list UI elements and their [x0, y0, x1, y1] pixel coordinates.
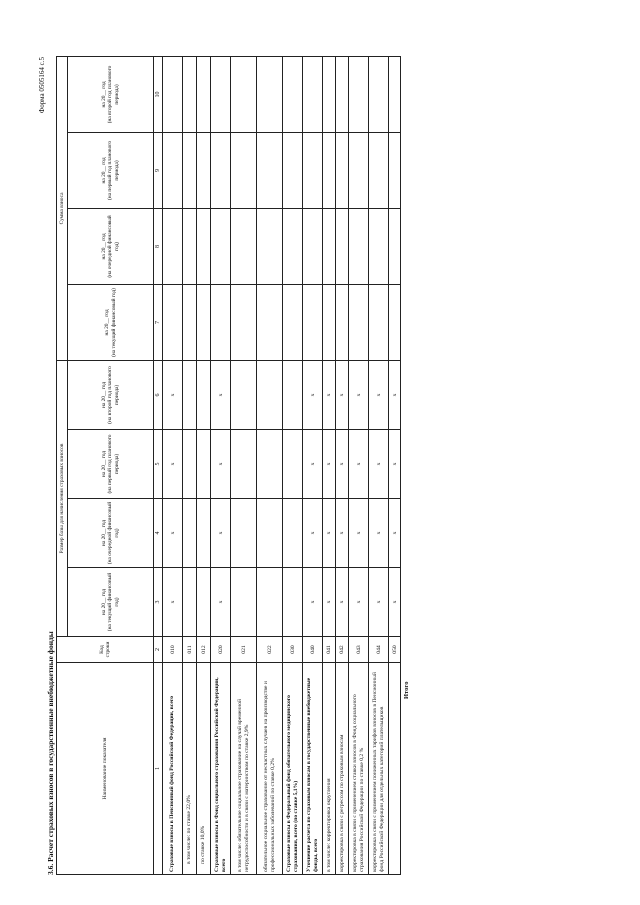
row-value: x	[369, 499, 389, 568]
row-value	[303, 56, 323, 132]
row-value	[183, 430, 197, 499]
row-value: x	[369, 430, 389, 499]
row-value	[283, 284, 303, 360]
header-period-sub: (на текущий финансовый год)	[107, 572, 120, 632]
row-code: 030	[283, 637, 303, 663]
row-code: 042	[336, 637, 349, 663]
row-value	[163, 208, 183, 284]
row-value	[183, 568, 197, 637]
column-number: 1	[154, 663, 163, 875]
row-value	[197, 56, 211, 132]
header-period-3	[68, 568, 154, 637]
row-value	[163, 284, 183, 360]
row-value	[211, 56, 231, 132]
row-value: x	[369, 360, 389, 429]
row-value: x	[303, 430, 323, 499]
header-period-sub: (на первый год планового периода)	[107, 434, 120, 494]
row-code: 012	[197, 637, 211, 663]
header-period-line: на 20__ год	[101, 381, 108, 409]
row-value: x	[349, 430, 369, 499]
row-value	[183, 499, 197, 568]
row-value: x	[211, 430, 231, 499]
row-value	[369, 132, 389, 208]
row-value	[323, 56, 336, 132]
row-name: корректировка в связи с применением ставки взносов в Фонд социального страхования Российской Федерации по ставке 0,2 %	[349, 663, 369, 875]
row-value	[323, 208, 336, 284]
header-code: Код строки	[57, 637, 154, 663]
row-value: x	[163, 360, 183, 429]
header-period-8	[68, 208, 154, 284]
row-value	[197, 284, 211, 360]
row-code: 041	[323, 637, 336, 663]
row-value	[369, 56, 389, 132]
table-row	[349, 56, 369, 874]
row-value	[183, 284, 197, 360]
header-period-line: на 20__ год	[104, 309, 111, 336]
row-value	[257, 208, 283, 284]
row-value: x	[336, 568, 349, 637]
row-value	[183, 56, 197, 132]
row-value: x	[389, 360, 401, 429]
row-value	[303, 208, 323, 284]
row-value	[389, 284, 401, 360]
header-sum-group: Сумма взноса	[57, 56, 68, 360]
row-value: x	[349, 499, 369, 568]
row-value: x	[389, 430, 401, 499]
row-value	[183, 132, 197, 208]
row-value	[349, 132, 369, 208]
header-indicator: Наименование показателя	[57, 663, 154, 875]
row-value	[323, 132, 336, 208]
row-value	[197, 499, 211, 568]
row-name: Страховые взносы в Фонд социального страхования Российской Федерации, всего	[211, 663, 231, 875]
row-code: 010	[163, 637, 183, 663]
row-name: Уточнение расчета по страховым взносам в государственные внебюджетные фонды, всего	[303, 663, 323, 875]
row-value	[183, 208, 197, 284]
row-value	[369, 284, 389, 360]
row-value	[231, 568, 257, 637]
row-value	[283, 430, 303, 499]
row-value: x	[336, 430, 349, 499]
row-code: 022	[257, 637, 283, 663]
table-row	[197, 56, 211, 874]
row-value	[283, 56, 303, 132]
row-value	[349, 284, 369, 360]
row-value	[231, 132, 257, 208]
row-value	[389, 56, 401, 132]
column-number: 7	[154, 284, 163, 360]
row-value	[389, 132, 401, 208]
row-value	[183, 360, 197, 429]
column-number: 2	[154, 637, 163, 663]
row-value	[336, 56, 349, 132]
column-number: 10	[154, 56, 163, 132]
row-name: Страховые взносы в Пенсионный фонд Российской Федерации, всего	[163, 663, 183, 875]
form-code: Форма 0505164 с.5	[38, 57, 46, 114]
row-value: x	[323, 499, 336, 568]
row-value: x	[303, 499, 323, 568]
row-value: x	[323, 568, 336, 637]
row-value	[231, 499, 257, 568]
row-name: обязательное социальное страхование от несчастных случаев на производстве и профессиональных заболеваний по ставке 0,2%	[257, 663, 283, 875]
row-value	[336, 284, 349, 360]
row-value: x	[389, 499, 401, 568]
row-value	[303, 284, 323, 360]
row-value: x	[211, 499, 231, 568]
row-value: x	[163, 568, 183, 637]
row-name: корректировка в связи с применением пониженных тарифов взносов в Пенсионный фонд Российской Федерации для отдельных категорий плательщиков	[369, 663, 389, 875]
row-code: 044	[369, 637, 389, 663]
header-period-line: на 20__ год	[101, 450, 108, 478]
row-name: корректировка в связи с регрессом по страховым взносам	[336, 663, 349, 875]
row-value	[283, 208, 303, 284]
section-title: 3.6. Расчет страховых взносов в государственные внебюджетные фонды	[46, 631, 55, 875]
row-name: в том числе: по ставке 22,0%	[183, 663, 197, 875]
column-number: 5	[154, 430, 163, 499]
row-value: x	[211, 360, 231, 429]
row-value	[231, 284, 257, 360]
row-value: x	[163, 499, 183, 568]
row-value: x	[323, 360, 336, 429]
row-value	[389, 208, 401, 284]
header-period-sub: (на текущий финансовый год)	[110, 288, 117, 357]
table-row	[257, 56, 283, 874]
row-value	[231, 430, 257, 499]
header-period-sub: (на первый год планового периода)	[107, 140, 120, 200]
row-name: в том числе: обязательное социальное страхование на случай временной нетрудоспособности и в связи с материнством по ставке 2,9%	[231, 663, 257, 875]
row-value: x	[349, 568, 369, 637]
row-value	[349, 208, 369, 284]
row-value	[283, 132, 303, 208]
row-value	[257, 499, 283, 568]
header-period-7	[68, 284, 154, 360]
row-value	[211, 208, 231, 284]
row-code: 050	[389, 637, 401, 663]
table-row	[389, 56, 401, 874]
table-row	[336, 56, 349, 874]
row-value	[197, 132, 211, 208]
row-name: в том числе: корректировка округления	[323, 663, 336, 875]
header-period-4	[68, 499, 154, 568]
total-label: Итого	[403, 681, 410, 699]
header-period-sub: (на второй год планового периода)	[107, 366, 120, 424]
row-value	[349, 56, 369, 132]
column-number: 6	[154, 360, 163, 429]
row-code: 040	[303, 637, 323, 663]
row-value	[257, 132, 283, 208]
table-row	[231, 56, 257, 874]
row-value: x	[336, 360, 349, 429]
table-row	[283, 56, 303, 874]
row-value	[163, 132, 183, 208]
table-row	[323, 56, 336, 874]
row-value: x	[369, 568, 389, 637]
row-value: x	[211, 568, 231, 637]
row-value	[336, 132, 349, 208]
row-value	[257, 360, 283, 429]
row-code: 020	[211, 637, 231, 663]
column-number: 3	[154, 568, 163, 637]
row-name: по ставке 10,0%	[197, 663, 211, 875]
row-value: x	[349, 360, 369, 429]
header-period-line: на 20__ год	[101, 519, 108, 547]
table-row	[211, 56, 231, 874]
row-value	[283, 360, 303, 429]
row-value	[283, 499, 303, 568]
table-row	[183, 56, 197, 874]
row-value: x	[303, 360, 323, 429]
row-value	[211, 284, 231, 360]
row-value	[231, 208, 257, 284]
rotated-page	[38, 57, 576, 875]
row-value	[257, 56, 283, 132]
table-row	[163, 56, 183, 874]
row-value	[231, 360, 257, 429]
row-name: Страховые взносы в Федеральный фонд обязательного медицинского страхования, всего (по ставке 5,1%)	[283, 663, 303, 875]
insurance-table	[56, 56, 401, 875]
row-value	[197, 568, 211, 637]
row-value	[257, 430, 283, 499]
header-period-6	[68, 360, 154, 429]
row-code: 011	[183, 637, 197, 663]
table-row	[369, 56, 389, 874]
row-value: x	[163, 430, 183, 499]
row-value	[211, 132, 231, 208]
row-value: x	[336, 499, 349, 568]
header-period-10	[68, 56, 154, 132]
header-period-sub: (на очередной финансовый год)	[107, 215, 120, 278]
row-name	[389, 663, 401, 875]
row-value	[336, 208, 349, 284]
row-value	[369, 208, 389, 284]
header-base-group: Размер базы для начисления страховых взносов	[57, 360, 68, 636]
row-value	[197, 360, 211, 429]
column-number: 4	[154, 499, 163, 568]
row-code: 043	[349, 637, 369, 663]
header-period-9	[68, 132, 154, 208]
column-number: 9	[154, 132, 163, 208]
row-value: x	[323, 430, 336, 499]
header-period-sub: (на второй год планового периода)	[107, 65, 120, 124]
row-value	[283, 568, 303, 637]
row-value: x	[303, 568, 323, 637]
table-row	[303, 56, 323, 874]
row-value	[197, 430, 211, 499]
row-value	[231, 56, 257, 132]
row-code: 021	[231, 637, 257, 663]
header-period-sub: (на очередной финансовый год)	[107, 501, 120, 565]
row-value	[303, 132, 323, 208]
row-value	[257, 568, 283, 637]
row-value	[257, 284, 283, 360]
row-value	[163, 56, 183, 132]
header-period-line: на 20__ год	[101, 81, 108, 108]
row-value	[323, 284, 336, 360]
row-value	[197, 208, 211, 284]
header-period-line: на 20__ год	[101, 588, 108, 616]
header-period-5	[68, 430, 154, 499]
header-period-line: на 20__ год	[101, 233, 108, 260]
row-value: x	[389, 568, 401, 637]
column-number: 8	[154, 208, 163, 284]
header-period-line: на 20__ год	[101, 157, 108, 184]
